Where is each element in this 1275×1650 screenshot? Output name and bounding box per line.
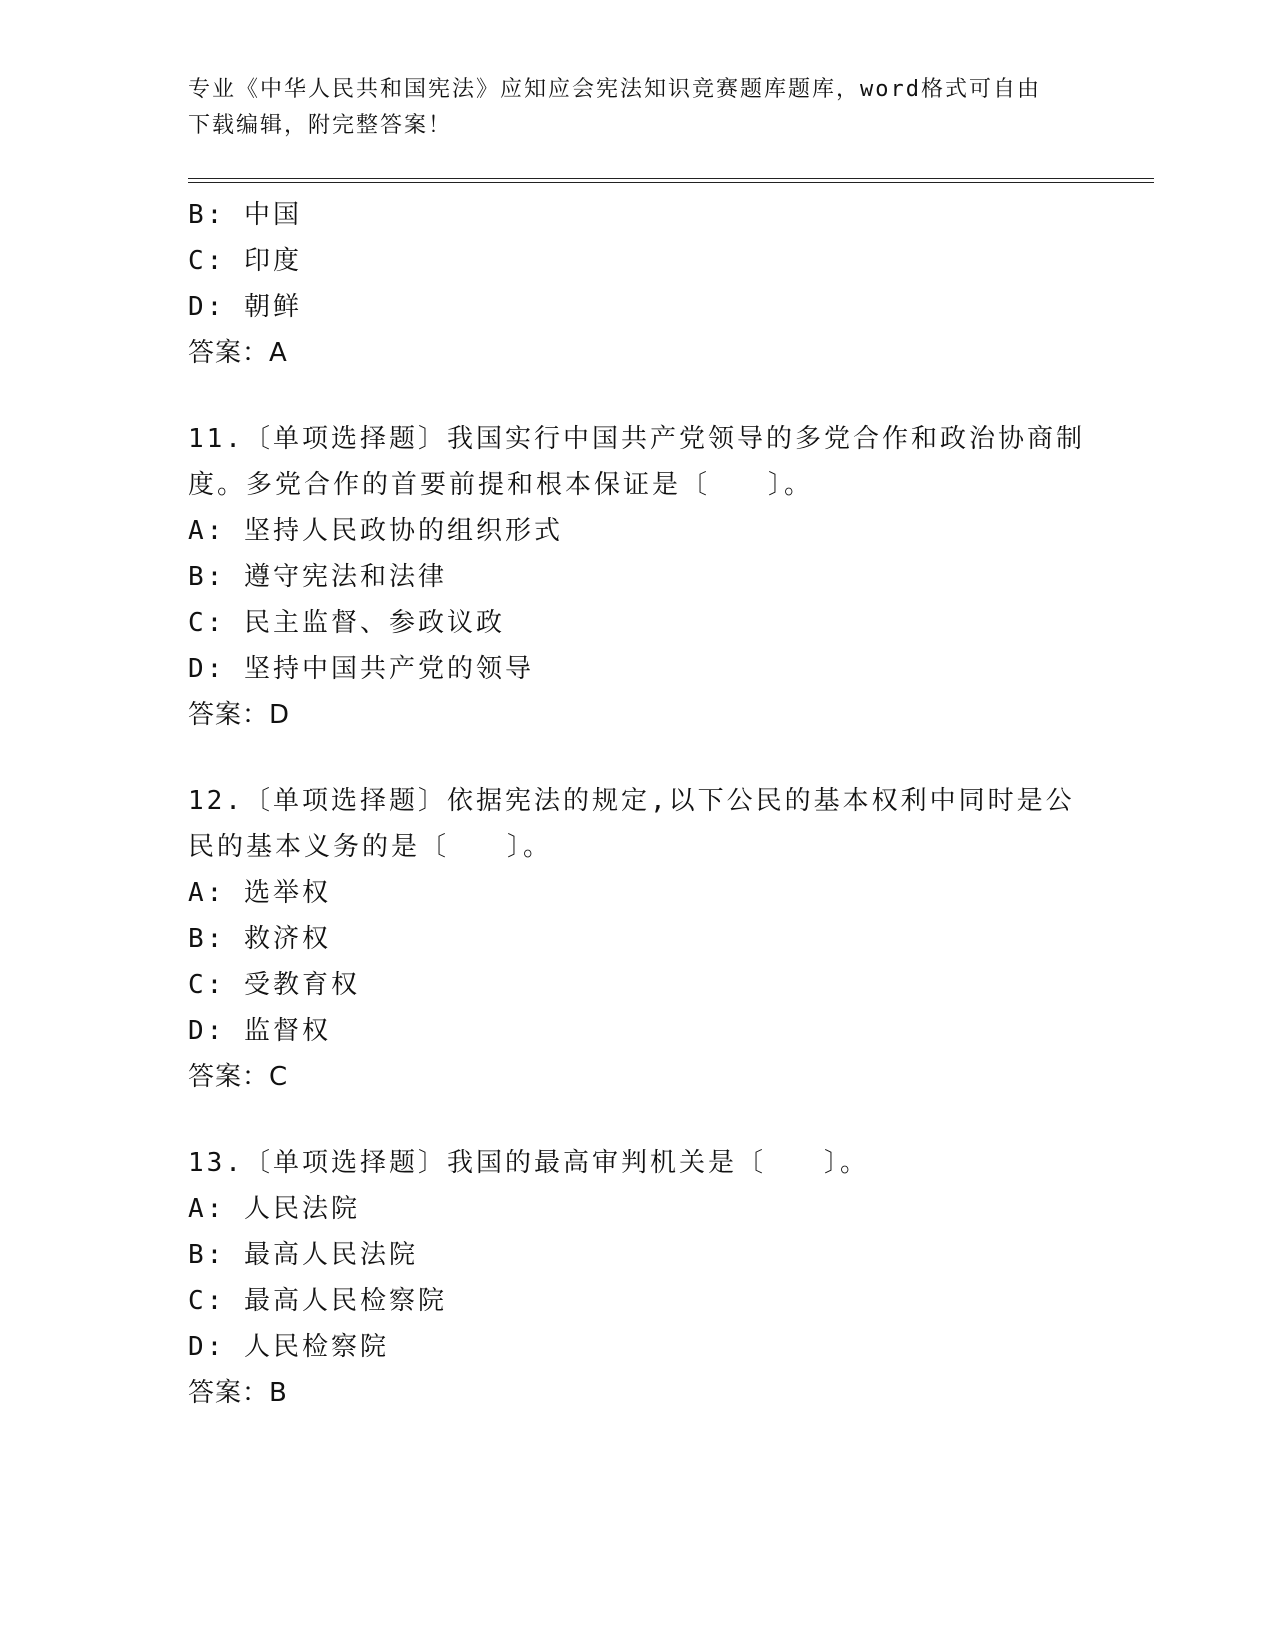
document-header <box>188 72 1068 144</box>
option-c: C: 受教育权 <box>188 970 360 1000</box>
header-line-1: 专业《中华人民共和国宪法》应知应会宪法知识竞赛题库题库，word格式可自由 <box>188 77 1041 102</box>
option-c: C: 民主监督、参政议政 <box>188 608 505 638</box>
option-c: C: 印度 <box>188 246 302 276</box>
question-stem: 13.〔单项选择题〕我国的最高审判机关是〔 〕。 <box>188 1148 869 1178</box>
question-13 <box>188 1140 1088 1416</box>
option-a: A: 选举权 <box>188 878 331 908</box>
question-list <box>188 192 1088 1416</box>
option-b: B: 救济权 <box>188 924 331 954</box>
question-stem: 11.〔单项选择题〕我国实行中国共产党领导的多党合作和政治协商制 <box>188 424 1085 454</box>
option-d: D: 监督权 <box>188 1016 331 1046</box>
option-d: D: 人民检察院 <box>188 1332 389 1362</box>
question-11 <box>188 416 1088 738</box>
answer-label: 答案：A <box>188 338 288 368</box>
option-a: A: 人民法院 <box>188 1194 360 1224</box>
previous-question <box>188 192 1088 376</box>
header-divider-bottom <box>188 182 1154 183</box>
option-d: D: 坚持中国共产党的领导 <box>188 654 534 684</box>
header-line-2: 下载编辑，附完整答案！ <box>188 113 453 138</box>
option-c: C: 最高人民检察院 <box>188 1286 447 1316</box>
question-stem-continued: 度。多党合作的首要前提和根本保证是〔 〕。 <box>188 470 814 500</box>
option-b: B: 遵守宪法和法律 <box>188 562 447 592</box>
header-divider-top <box>188 178 1154 179</box>
question-stem-continued: 民的基本义务的是〔 〕。 <box>188 832 553 862</box>
question-stem: 12.〔单项选择题〕依据宪法的规定,以下公民的基本权利中同时是公 <box>188 786 1075 816</box>
option-b: B: 中国 <box>188 200 302 230</box>
question-12 <box>188 778 1088 1100</box>
answer-label: 答案：D <box>188 700 291 730</box>
answer-label: 答案：B <box>188 1378 288 1408</box>
option-d: D: 朝鲜 <box>188 292 302 322</box>
option-a: A: 坚持人民政协的组织形式 <box>188 516 563 546</box>
answer-label: 答案：C <box>188 1062 289 1092</box>
option-b: B: 最高人民法院 <box>188 1240 418 1270</box>
